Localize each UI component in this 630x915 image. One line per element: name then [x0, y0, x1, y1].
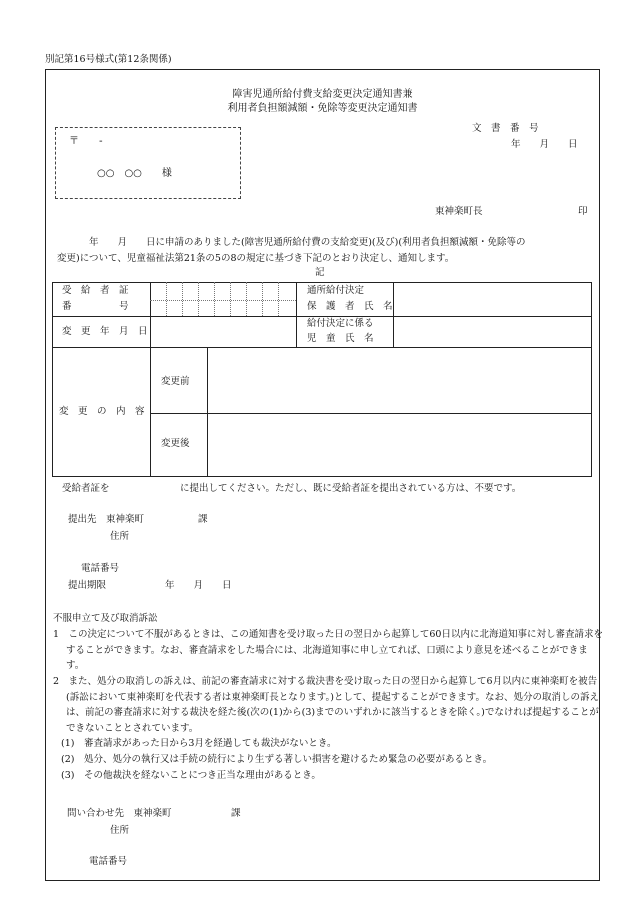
inquiry-to: 問い合わせ先 東神楽町: [67, 808, 172, 819]
appeal-item-1: 1 この決定について不服があるときは、この通知書を受け取った日の翌日から起算して60日以内に北海道知事に対し審査請求をすることができます。なお、審査請求をした場合には、北海道知事に申し立てれば、口頭により意見を述べることができます。: [53, 629, 603, 671]
before-label: 変更前: [161, 376, 190, 387]
submit-section: 課: [198, 514, 208, 525]
inquiry-address: 住所: [110, 825, 130, 836]
inquiry-section: 課: [231, 808, 241, 819]
condition-3: (3) その他裁決を経ないことにつき正当な理由があるとき。: [61, 770, 321, 781]
cert-number-label-1: 受 給 者 証: [62, 285, 129, 296]
change-content-label: 変 更 の 内 容: [59, 406, 145, 417]
child-label-1: 給付決定に係る: [307, 318, 374, 329]
issue-date: 年 月 日: [511, 139, 578, 150]
condition-1: (1) 審査請求があった日から3月を経過しても裁決がないとき。: [61, 738, 337, 749]
appeal-title: 不服申立て及び取消訴訟: [53, 613, 158, 624]
guardian-label-1: 通所給付決定: [307, 285, 365, 296]
document-number-label: 文 書 番 号: [472, 123, 539, 134]
cert-number-label-2: 番 号: [62, 301, 129, 312]
submit-line-end: に提出してください。ただし、既に受給者証を提出されている方は、不要です。: [180, 483, 522, 494]
child-label-2: 児 童 氏 名: [307, 333, 374, 344]
postal-code: 〒 -: [69, 136, 103, 147]
after-label: 変更後: [161, 438, 190, 449]
ki-marker: 記: [315, 267, 325, 278]
title-line-1: 障害児通所給付費支給変更決定通知書兼: [232, 89, 413, 100]
deadline-label: 提出期限: [68, 580, 107, 591]
appeal-item-2: 2 また、処分の取消しの訴えは、前記の審査請求に対する裁決書を受け取った日の翌日から起算して6月以内に東神楽町を被告(訴訟において東神楽町を代表する者は東神楽町長となります。)として、提起することができます。なお、処分の取消しの訴えは、前記の審査請求に対する裁決を経た後(次の(1)から(3)までのいずれかに該当するときを除く。)でなければ提起することができないこととされています。: [53, 676, 599, 734]
inquiry-phone: 電話番号: [89, 856, 128, 867]
seal-mark: 印: [578, 206, 588, 217]
guardian-label-2: 保 護 者 氏 名: [307, 301, 393, 312]
change-date-label: 変 更 年 月 日: [62, 326, 148, 337]
condition-2: (2) 処分、処分の執行又は手続の続行により生ずる著しい損害を避けるため緊急の必要があるとき。: [61, 754, 493, 765]
form-id: 別記第16号様式(第12条関係): [45, 54, 172, 65]
deadline-date: 年 月 日: [165, 580, 232, 591]
submit-line-start: 受給者証を: [62, 483, 110, 494]
title-line-2: 利用者負担額減額・免除等変更決定通知書: [227, 103, 418, 114]
issuer-name: 東神楽町長: [435, 206, 483, 217]
submit-phone: 電話番号: [81, 563, 120, 574]
recipient-name: ○○ ○○ 様: [97, 168, 172, 179]
intro-line-1: 年 月 日に申請のありました(障害児通所給付費の支給変更)(及び)(利用者負担額減額・免除等の: [89, 237, 526, 248]
submit-to: 提出先 東神楽町: [68, 514, 145, 525]
submit-address: 住所: [110, 531, 130, 542]
intro-line-2: 変更)について、児童福祉法第21条の5の8の規定に基づき下記のとおり決定し、通知します。: [57, 253, 455, 264]
